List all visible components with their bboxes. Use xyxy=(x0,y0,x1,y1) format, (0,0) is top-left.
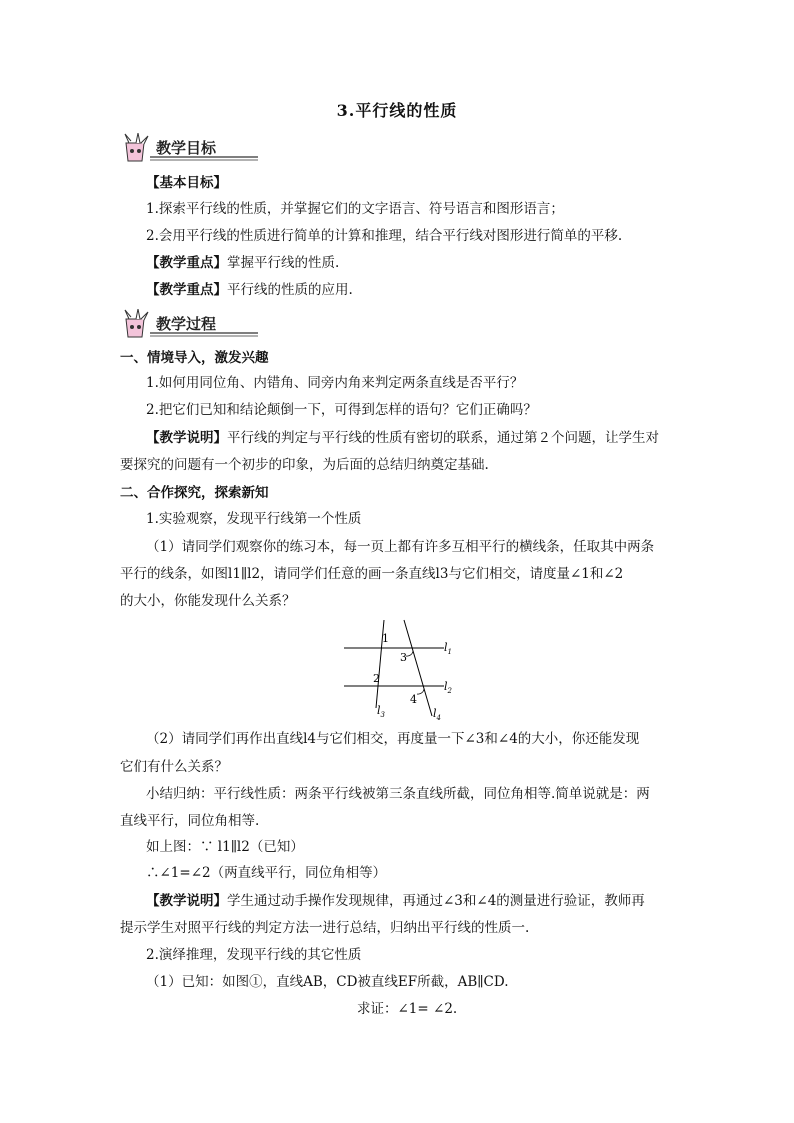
teaching-note-2-text: 学生通过动手操作发现规律，再通过∠3和∠4的测量进行验证，教师再 xyxy=(227,893,645,909)
teaching-note-2-cont: 提示学生对照平行线的判定方法一进行总结，归纳出平行线的性质一. xyxy=(120,920,530,936)
angle-arc-4 xyxy=(417,689,424,694)
label-l3: $l_3$ xyxy=(377,704,385,719)
question-1: 1.如何用同位角、内错角、同旁内角来判定两条直线是否平行？ xyxy=(146,375,524,391)
paragraph-2-line1: （2）请同学们再作出直线l4与它们相交，再度量一下∠3和∠4的大小，你还能发现 xyxy=(146,731,640,747)
prove-statement: 求证：∠1= ∠2. xyxy=(357,1001,458,1017)
paragraph-2-line2: 它们有什么关系？ xyxy=(120,759,228,775)
angle-label-4: 4 xyxy=(410,693,417,706)
teaching-note-label: 【教学说明】 xyxy=(146,430,227,446)
goal-2: 2.会用平行线的性质进行简单的计算和推理，结合平行线对图形进行简单的平移. xyxy=(146,228,623,244)
teaching-note-1-cont: 要探究的问题有一个初步的印象，为后面的总结归纳奠定基础. xyxy=(120,457,489,473)
key-point xyxy=(146,254,339,272)
label-l2: $l_2$ xyxy=(444,680,452,695)
page-title: 3.平行线的性质 xyxy=(336,101,458,120)
goal-1: 1.探索平行线的性质，并掌握它们的文字语言、符号语言和图形语言； xyxy=(146,201,564,217)
pencil-cup-icon xyxy=(118,133,152,163)
section-title-goals: 教学目标 xyxy=(156,139,217,157)
label-l1: $l_1$ xyxy=(444,641,452,656)
question-2: 2.把它们已知和结论颠倒一下，可得到怎样的语句？它们正确吗？ xyxy=(146,402,537,418)
angle-arc-3 xyxy=(406,651,413,656)
paragraph-1-line2: 平行的线条，如图l1∥l2，请同学们任意的画一条直线l3与它们相交，请度量∠1和∠2 xyxy=(120,566,624,582)
summary-line2: 直线平行，同位角相等. xyxy=(120,813,260,829)
section-header-goals xyxy=(118,133,258,163)
teaching-note-2 xyxy=(146,892,645,910)
subsection-2: 2.演绎推理，发现平行线的其它性质 xyxy=(146,947,362,963)
label-l4: $l_4$ xyxy=(433,707,441,722)
paragraph-1-line1: （1）请同学们观察你的练习本，每一页上都有许多互相平行的横线条，任取其中两条 xyxy=(146,539,655,555)
section-underline xyxy=(150,155,258,163)
section-title-process: 教学过程 xyxy=(156,315,217,333)
paragraph-1-line3: 的大小，你能发现什么关系？ xyxy=(120,593,296,609)
proof-line1: 如上图：∵ l1∥l2（已知） xyxy=(146,839,304,855)
angle-label-1: 1 xyxy=(382,632,389,645)
line-l4 xyxy=(404,620,432,716)
section-underline xyxy=(150,331,258,339)
summary-line1: 小结归纳：平行线性质：两条平行线被第三条直线所截，同位角相等.简单说就是：两 xyxy=(146,786,650,802)
basic-goals-heading: 【基本目标】 xyxy=(146,175,227,191)
pencil-cup-icon xyxy=(118,309,152,339)
part1-heading: 一、情境导入，激发兴趣 xyxy=(120,350,269,366)
teaching-note-2-label: 【教学说明】 xyxy=(146,893,227,909)
given-statement: （1）已知：如图①，直线AB，CD被直线EF所截，AB∥CD. xyxy=(146,974,509,990)
parallel-lines-figure xyxy=(340,618,460,722)
teaching-note-text: 平行线的判定与平行线的性质有密切的联系，通过第２个问题，让学生对 xyxy=(227,430,659,446)
proof-line2: ∴∠1=∠2（两直线平行，同位角相等） xyxy=(146,865,387,881)
teaching-note-1 xyxy=(146,429,659,447)
angle-label-3: 3 xyxy=(400,651,407,664)
part2-heading: 二、合作探究，探索新知 xyxy=(120,485,269,501)
difficulty-text: 平行线的性质的应用. xyxy=(227,282,353,298)
difficulty-point xyxy=(146,281,353,299)
key-point-label: 【教学重点】 xyxy=(146,255,227,271)
section-header-process xyxy=(118,309,258,339)
angle-label-2: 2 xyxy=(373,672,380,685)
key-point-text: 掌握平行线的性质. xyxy=(227,255,340,271)
difficulty-label: 【教学重点】 xyxy=(146,282,227,298)
subsection-1: 1.实验观察，发现平行线第一个性质 xyxy=(146,511,362,527)
